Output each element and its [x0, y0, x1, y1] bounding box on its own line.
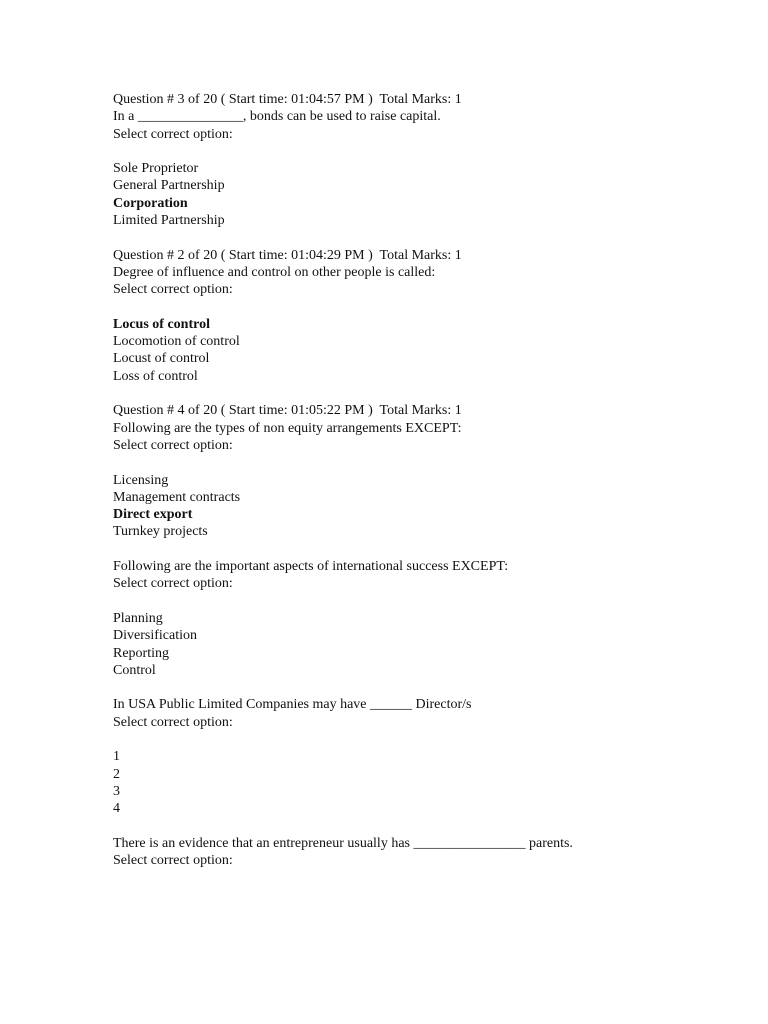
blank-line	[113, 229, 733, 246]
question-block	[113, 402, 733, 558]
answer-option-selected: Direct export	[113, 507, 193, 523]
blank-line	[113, 385, 733, 402]
question-text: Degree of influence and control on other people is called:	[113, 264, 436, 280]
select-prompt: Select correct option:	[113, 126, 233, 142]
blank-line	[113, 541, 733, 558]
answer-option-selected: Corporation	[113, 195, 188, 211]
question-header: Question # 4 of 20 ( Start time: 01:05:22 PM ) Total Marks: 1	[113, 403, 462, 419]
answer-option: Turnkey projects	[113, 524, 208, 540]
question-text: In a _______________, bonds can be used to raise capital.	[113, 109, 441, 125]
answer-option: Licensing	[113, 472, 169, 488]
select-prompt: Select correct option:	[113, 576, 233, 592]
question-block	[113, 835, 733, 870]
answer-option: Management contracts	[113, 489, 241, 505]
answer-option: 2	[113, 766, 120, 782]
question-block	[113, 247, 733, 403]
answer-option: Loss of control	[113, 368, 198, 384]
question-block	[113, 558, 733, 696]
blank-line	[113, 679, 733, 696]
answer-option: Reporting	[113, 645, 169, 661]
question-header: Question # 2 of 20 ( Start time: 01:04:29 PM ) Total Marks: 1	[113, 247, 462, 263]
blank-line	[113, 731, 733, 748]
blank-line	[113, 454, 733, 471]
blank-line	[113, 817, 733, 834]
answer-option: Control	[113, 662, 156, 678]
answer-option: Diversification	[113, 628, 197, 644]
answer-option: 3	[113, 783, 120, 799]
select-prompt: Select correct option:	[113, 853, 233, 869]
blank-line	[113, 143, 733, 160]
question-block	[113, 696, 733, 834]
question-text: There is an evidence that an entrepreneur usually has ________________ parents.	[113, 835, 573, 851]
select-prompt: Select correct option:	[113, 714, 233, 730]
answer-option: 1	[113, 749, 120, 765]
answer-option: Limited Partnership	[113, 213, 225, 229]
question-text: Following are the types of non equity arrangements EXCEPT:	[113, 420, 462, 436]
question-text: In USA Public Limited Companies may have ______ Director/s	[113, 697, 472, 713]
answer-option: Locust of control	[113, 351, 210, 367]
select-prompt: Select correct option:	[113, 437, 233, 453]
question-header: Question # 3 of 20 ( Start time: 01:04:57 PM ) Total Marks: 1	[113, 92, 462, 107]
question-block	[113, 91, 733, 247]
answer-option-selected: Locus of control	[113, 316, 210, 332]
answer-option: Locomotion of control	[113, 334, 240, 350]
answer-option: 4	[113, 801, 120, 817]
select-prompt: Select correct option:	[113, 282, 233, 298]
answer-option: Sole Proprietor	[113, 161, 199, 177]
question-text: Following are the important aspects of international success EXCEPT:	[113, 559, 509, 575]
answer-option: Planning	[113, 610, 163, 626]
answer-option: General Partnership	[113, 178, 225, 194]
blank-line	[113, 593, 733, 610]
blank-line	[113, 299, 733, 316]
document-body	[113, 91, 733, 869]
